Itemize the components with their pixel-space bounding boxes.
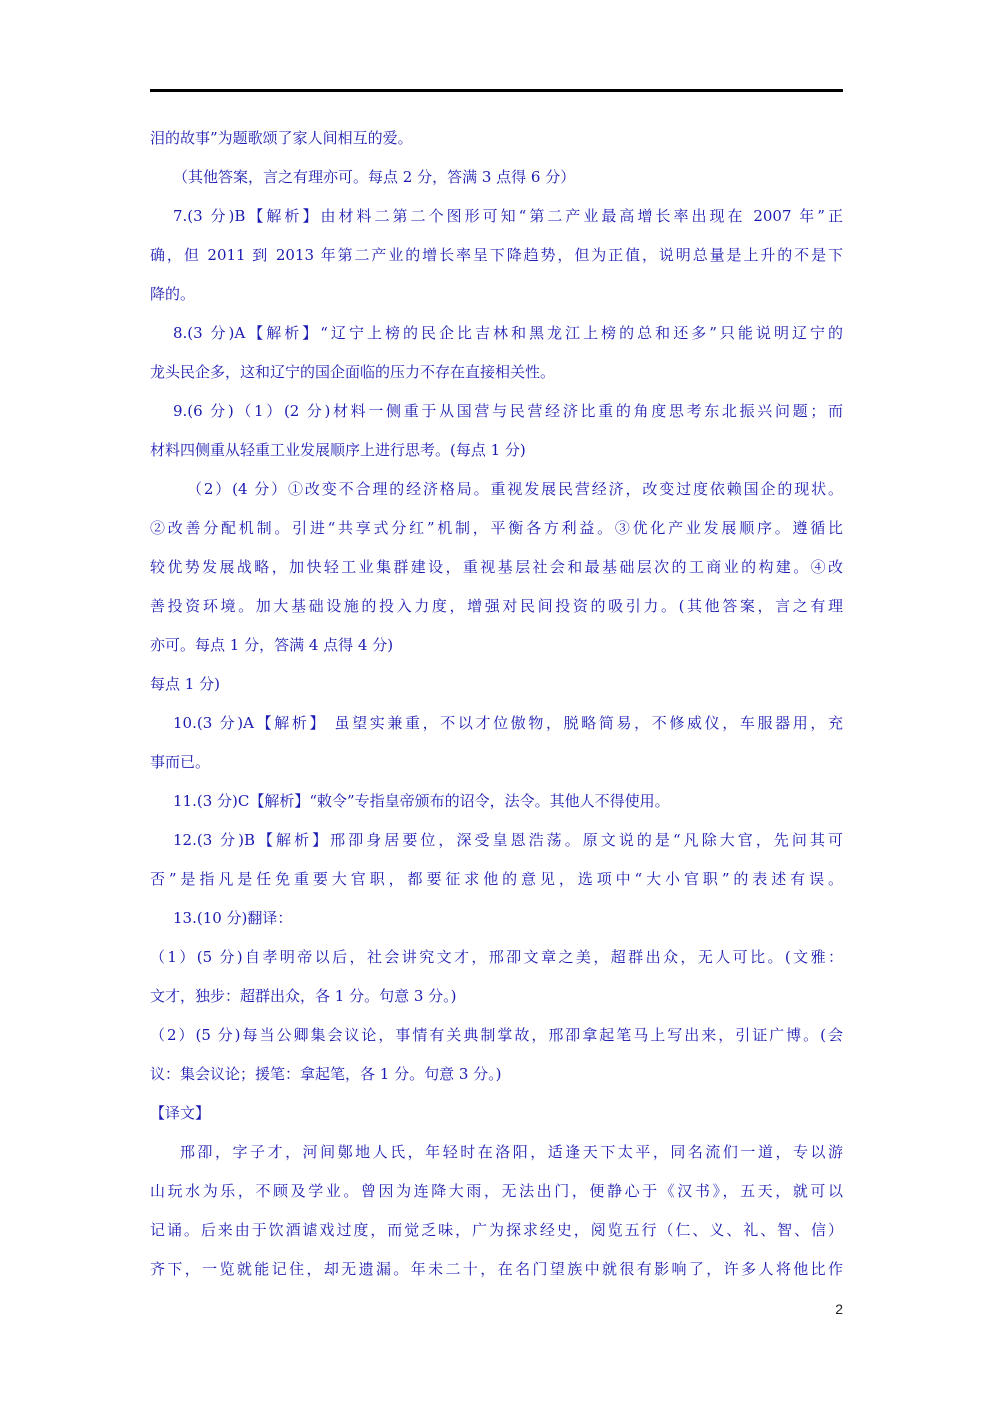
text-line-25: 议：集会议论；援笔：拿起笔，各 1 分。句意 3 分。) [150,1065,502,1083]
text-line-1: 泪的故事”为题歌颂了家人间相互的爱。 [150,129,413,147]
text-line-23: 文才，独步：超群出众，各 1 分。句意 3 分。) [150,987,457,1005]
text-line-13: 善投资环境。加大基础设施的投入力度，增强对民间投资的吸引力。(其他答案，言之有理 [150,597,843,615]
text-line-7: 龙头民企多，这和辽宁的国企面临的压力不存在直接相关性。 [150,363,556,381]
text-line-20: 否”是指凡是任免重要大官职，都要征求他的意见，选项中“大小官职”的表述有误。 [150,870,843,888]
translation-heading: 【译文】 [150,1104,211,1122]
text-line-24: （2）(5 分)每当公卿集会议论，事情有关典制掌故，邢卲拿起笔马上写出来，引证广博。(会 [150,1026,843,1044]
header-rule [150,89,843,92]
text-line-11: ②改善分配机制。引进“共享式分红”机制，平衡各方利益。③优化产业发展顺序。遵循比 [150,519,843,537]
text-line-6: 8.(3 分)A【解析】“辽宁上榜的民企比吉林和黑龙江上榜的总和还多”只能说明辽宁的 [173,324,843,342]
text-line-17: 事而已。 [150,753,211,771]
text-line-28: 山玩水为乐，不顾及学业。曾因为连降大雨，无法出门，便静心于《汉书》，五天，就可以 [150,1182,843,1200]
text-line-16: 10.(3 分)A【解析】 虽望实兼重，不以才位傲物，脱略简易，不修威仪，车服器用，充 [173,714,843,732]
page-number: 2 [835,1301,843,1317]
text-line-3: 7.(3 分)B【解析】由材料二第二个图形可知“第二产业最高增长率出现在 2007 年”正 [173,207,843,225]
text-line-29: 记诵。后来由于饮酒谑戏过度，而觉乏味，广为探求经史，阅览五行（仁、义、礼、智、信） [150,1221,843,1239]
text-line-27: 邢卲，字子才，河间鄚地人氏，年轻时在洛阳，适逢天下太平，同名流们一道，专以游 [180,1143,843,1161]
text-line-12: 较优势发展战略，加快轻工业集群建设，重视基层社会和最基础层次的工商业的构建。④改 [150,558,843,576]
text-line-2: （其他答案，言之有理亦可。每点 2 分，答满 3 点得 6 分） [173,168,576,186]
text-line-30: 齐下，一览就能记住，却无遗漏。年未二十，在名门望族中就很有影响了，许多人将他比作 [150,1260,843,1278]
text-line-15: 每点 1 分) [150,675,220,693]
text-line-22: （1）(5 分)自孝明帝以后，社会讲究文才，邢卲文章之美，超群出众，无人可比。(文雅： [150,948,843,966]
text-line-10: （2）(4 分）①改变不合理的经济格局。重视发展民营经济，改变过度依赖国企的现状。 [187,480,843,498]
document-body [150,119,843,1289]
text-line-8: 9.(6 分)（1）(2 分)材料一侧重于从国营与民营经济比重的角度思考东北振兴问题；而 [173,402,843,420]
text-line-21: 13.(10 分)翻译： [173,909,293,927]
text-line-4: 确，但 2011 到 2013 年第二产业的增长率呈下降趋势，但为正值，说明总量是上升的不是下 [150,246,843,264]
text-line-5: 降的。 [150,285,196,303]
text-line-19: 12.(3 分)B【解析】邢卲身居要位，深受皇恩浩荡。原文说的是“凡除大官，先问其可 [173,831,843,849]
text-line-9: 材料四侧重从轻重工业发展顺序上进行思考。(每点 1 分) [150,441,526,459]
text-line-14: 亦可。每点 1 分，答满 4 点得 4 分) [150,636,394,654]
text-line-18: 11.(3 分)C【解析】“敕令”专指皇帝颁布的诏令，法令。其他人不得使用。 [173,792,670,810]
